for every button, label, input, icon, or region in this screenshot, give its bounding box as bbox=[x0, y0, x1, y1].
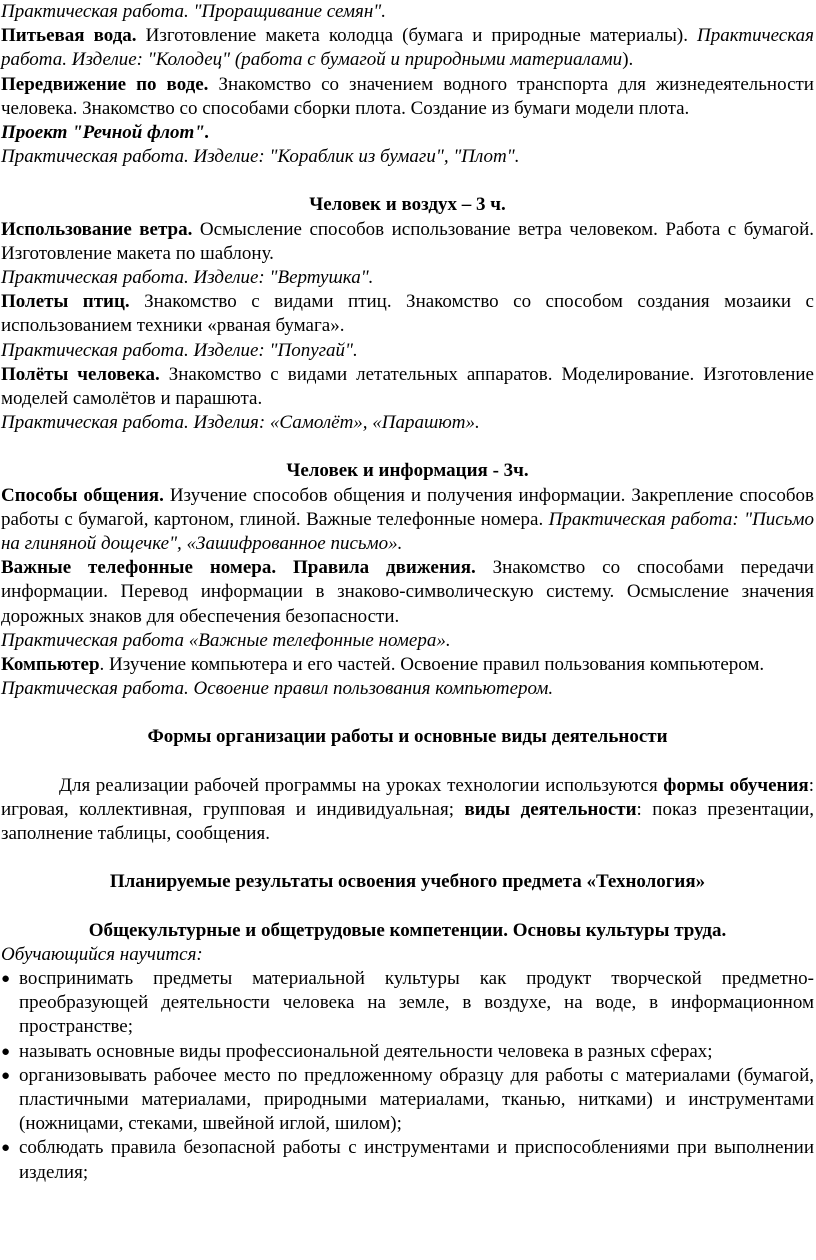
paragraph-forms: Для реализации рабочей программы на уроках технологии используются формы обучения: игровая, коллективная, групповая и индивидуальная; виды деятельности: показ презентации, заполнение таблицы, сообщения. bbox=[1, 774, 814, 845]
spacer bbox=[1, 701, 814, 725]
practical-work-line: Практическая работа «Важные телефонные номера». bbox=[1, 629, 451, 651]
list-item: ● организовывать рабочее место по предложенному образцу для работы с материалами (бумагой, пластичными материалами, природными материалами, тканью, нитками) и инструментами (ножницами, стеками, швейной иглой, шилом); bbox=[1, 1064, 814, 1135]
practical-work-line: Практическая работа. Изделие: "Кораблик из бумаги", "Плот". bbox=[1, 146, 520, 168]
topic-title: Использование ветра. bbox=[1, 218, 193, 240]
bullet-icon: ● bbox=[1, 1043, 11, 1060]
project-title: Проект "Речной флот". bbox=[1, 122, 210, 144]
practical-work-line: Практическая работа. Освоение правил пользования компьютером. bbox=[1, 678, 554, 700]
practical-work-line: Практическая работа. Изделия: «Самолёт», «Парашют». bbox=[1, 412, 480, 434]
bullet-icon: ● bbox=[1, 970, 11, 987]
topic-title: Важные телефонные номера. Правила движения. bbox=[1, 557, 476, 579]
spacer bbox=[1, 895, 814, 919]
paragraph-birds: Полеты птиц. Знакомство с видами птиц. Знакомство со способом создания мозаики с использованием техники «рваная бумага». bbox=[1, 291, 814, 337]
paragraph-drinking-water: Питьевая вода. Изготовление макета колодца (бумага и природные материалы). Практическая работа. Изделие: "Колодец" (работа с бумагой и природными материалами). bbox=[1, 25, 814, 71]
practical-work-line: Практическая работа. Изделие: "Попугай". bbox=[1, 339, 358, 361]
spacer bbox=[1, 750, 814, 774]
paragraph-human-flight: Полёты человека. Знакомство с видами летательных аппаратов. Моделирование. Изготовление моделей самолётов и парашюта. bbox=[1, 363, 814, 410]
topic-title: Питьевая вода. bbox=[1, 25, 137, 47]
list-item: ● воспринимать предметы материальной культуры как продукт творческой предметно-преобразующей деятельности человека на земле, в воздухе, на воде, в информационном пространстве; bbox=[1, 967, 814, 1038]
topic-title: Компьютер bbox=[1, 654, 100, 676]
section-heading-forms: Формы организации работы и основные виды деятельности bbox=[147, 726, 668, 748]
topic-title: Способы общения. bbox=[1, 484, 164, 506]
spacer bbox=[1, 435, 814, 459]
learner-will-learn: Обучающийся научится: bbox=[1, 943, 203, 965]
practical-work-line: Практическая работа. Изделие: "Вертушка". bbox=[1, 267, 374, 289]
bullet-icon: ● bbox=[1, 1067, 11, 1084]
paragraph-water-travel: Передвижение по воде. Знакомство со значением водного транспорта для жизнедеятельности человека. Знакомство со способами сборки плота. Создание из бумаги модели плота. bbox=[1, 73, 814, 119]
paragraph-wind: Использование ветра. Осмысление способов использование ветра человеком. Работа с бумагой. Изготовление макета по шаблону. bbox=[1, 218, 814, 264]
paragraph-phone-numbers: Важные телефонные номера. Правила движения. Знакомство со способами передачи информации. Перевод информации в знаково-символическую систему. Осмысление значения дорожных знаков для обеспечения безопасности. bbox=[1, 557, 814, 627]
topic-title: Полеты птиц. bbox=[1, 291, 130, 313]
section-heading-information: Человек и информация - 3ч. bbox=[286, 460, 529, 482]
practical-work-line: Практическая работа. "Проращивание семян". bbox=[1, 1, 387, 22]
paragraph-communication: Способы общения. Изучение способов общения и получения информации. Закрепление способов работы с бумагой, картоном, глиной. Важные телефонные номера. Практическая работа: "Письмо на глиняной дощечке", «Зашифрованное письмо». bbox=[1, 484, 814, 555]
spacer bbox=[1, 846, 814, 870]
section-heading-results: Планируемые результаты освоения учебного предмета «Технология» bbox=[109, 871, 706, 893]
list-item: ● называть основные виды профессиональной деятельности человека в разных сферах; bbox=[1, 1040, 814, 1064]
subheading-competencies: Общекультурные и общетрудовые компетенции. Основы культуры труда. bbox=[88, 919, 727, 941]
topic-title: Передвижение по воде. bbox=[1, 73, 209, 95]
spacer bbox=[1, 169, 814, 193]
section-heading-air: Человек и воздух – 3 ч. bbox=[309, 194, 506, 216]
paragraph-computer: Компьютер. Изучение компьютера и его частей. Освоение правил пользования компьютером. bbox=[1, 654, 765, 676]
list-item: ● соблюдать правила безопасной работы с инструментами и приспособлениями при выполнении изделия; bbox=[1, 1137, 814, 1183]
results-list bbox=[1, 967, 814, 1185]
bullet-icon: ● bbox=[1, 1140, 11, 1157]
topic-title: Полёты человека. bbox=[1, 363, 160, 385]
